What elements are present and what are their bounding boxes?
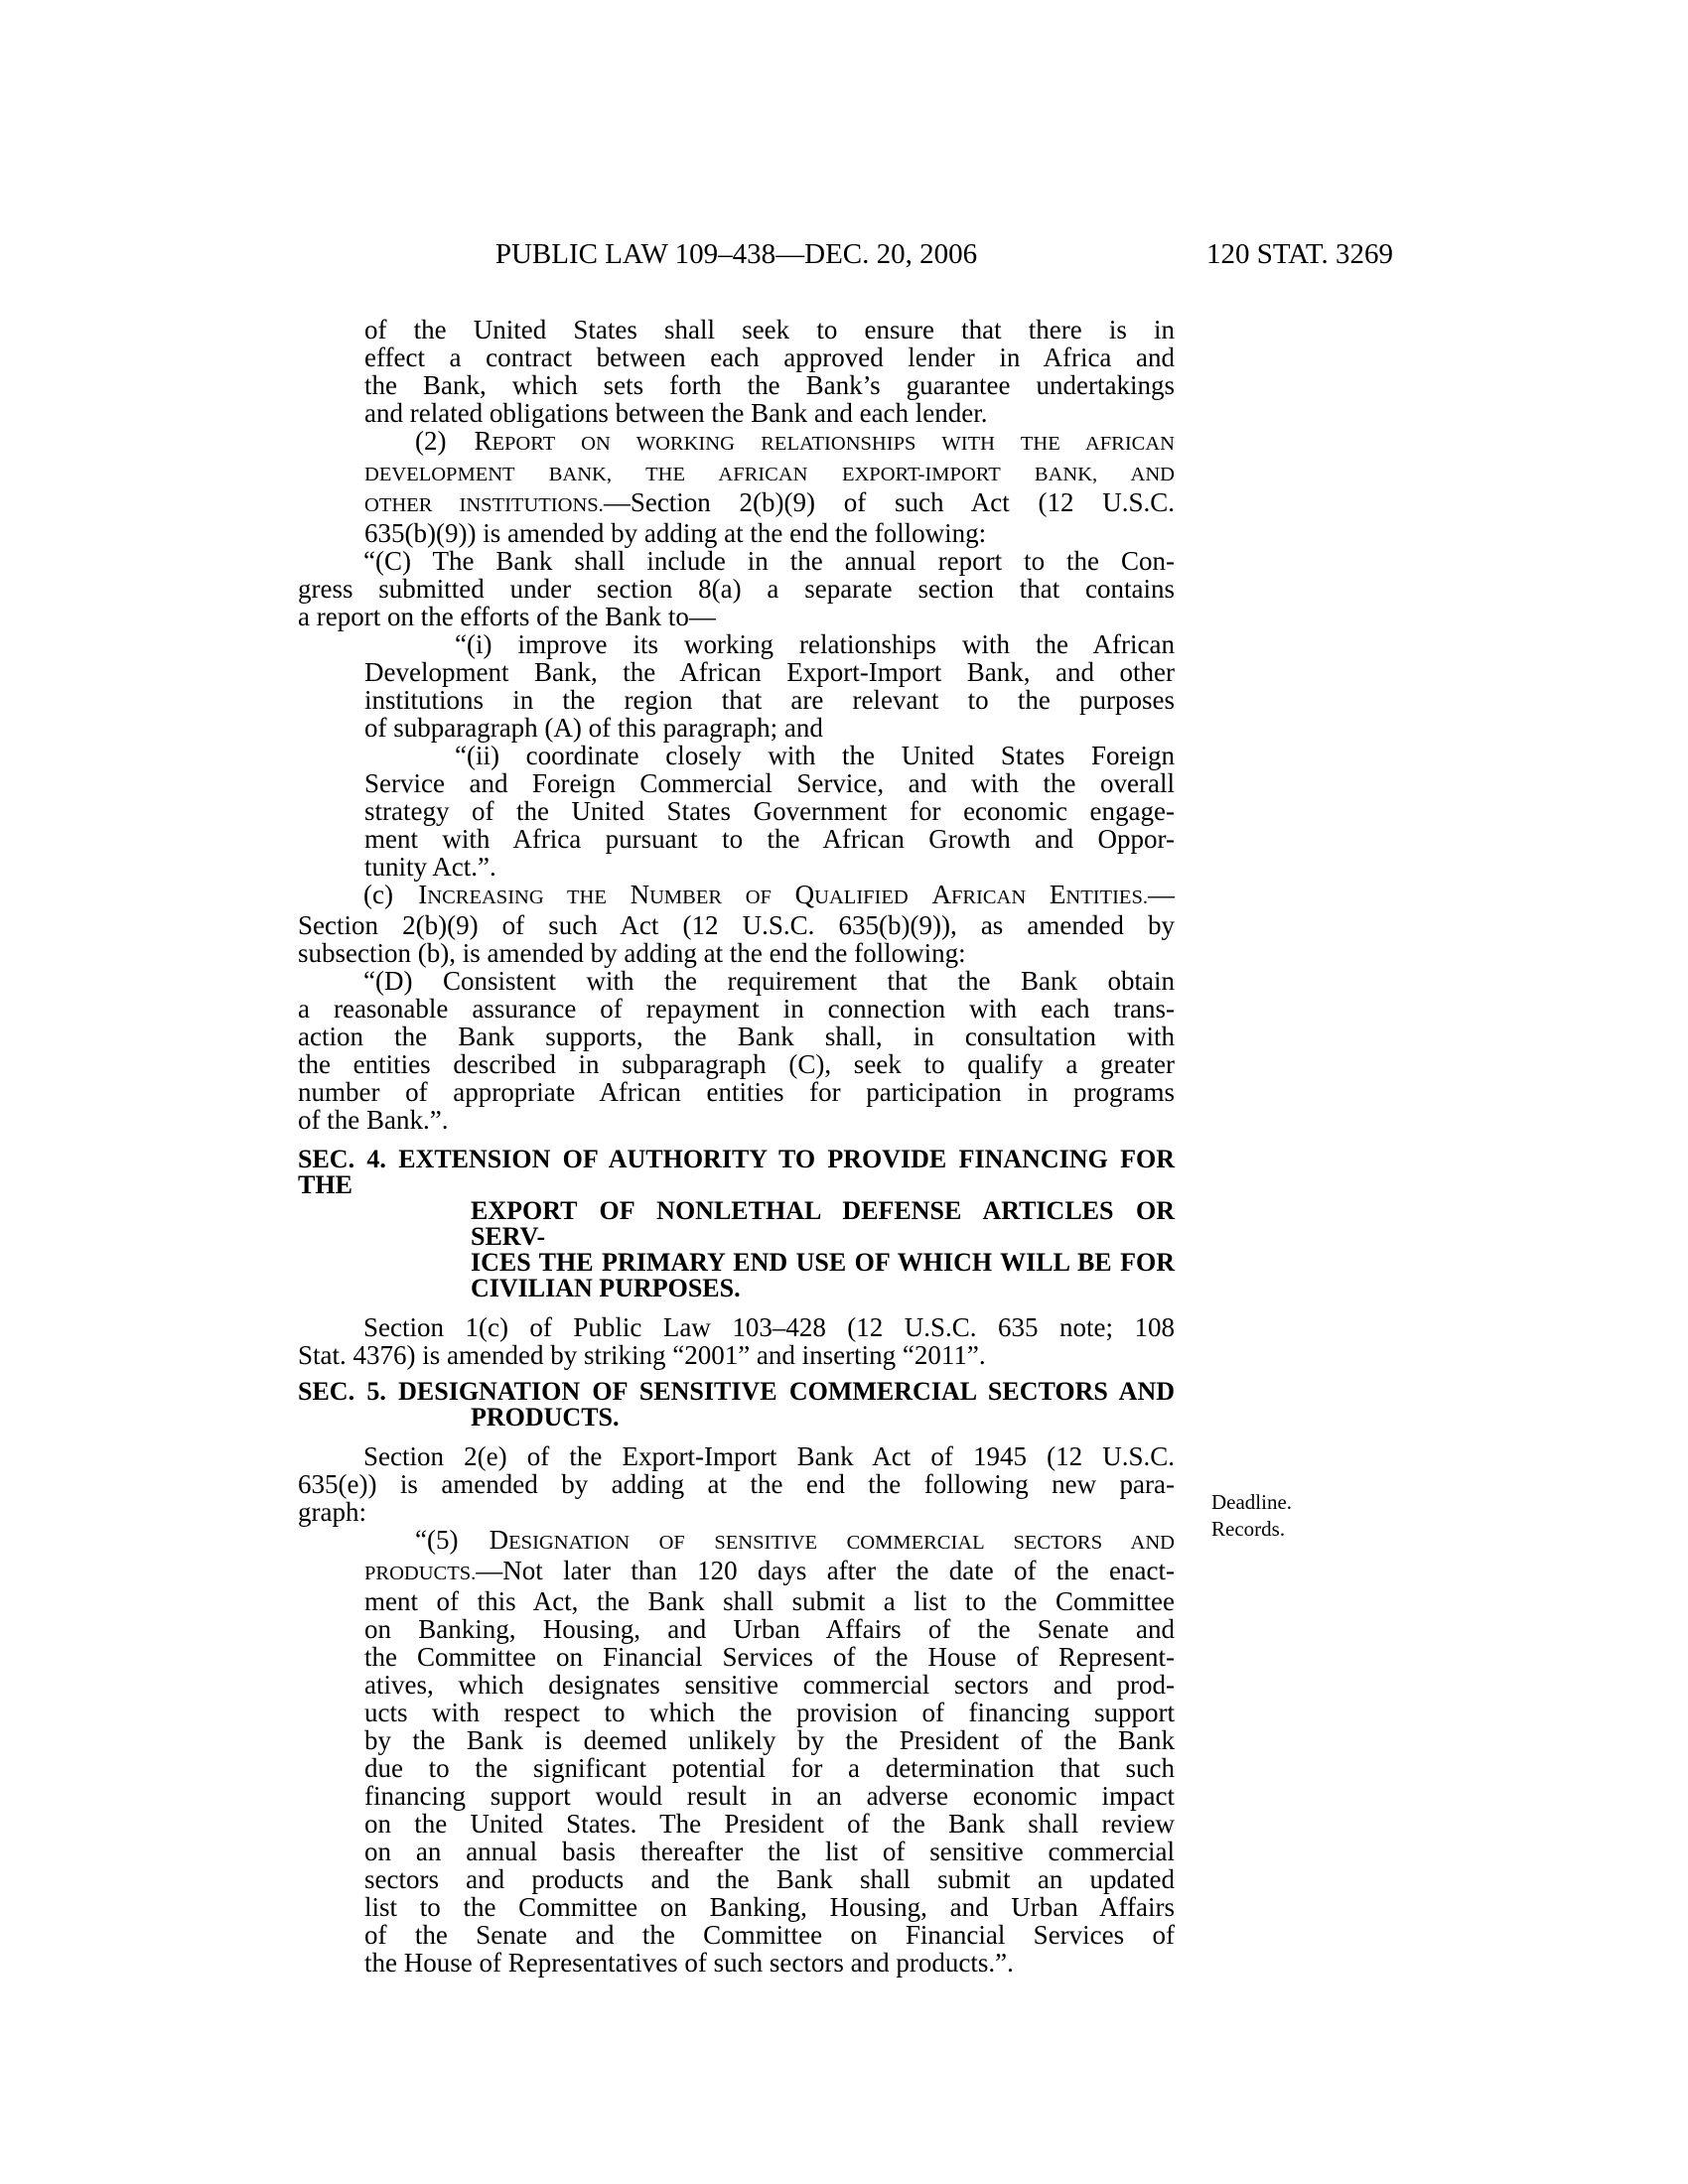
margin-notes — [1211, 1489, 1440, 1543]
text-line: a report on the efforts of the Bank to— — [298, 602, 716, 631]
paragraph — [298, 630, 1175, 742]
text-line — [298, 427, 1175, 458]
paragraph — [298, 1442, 1175, 1526]
text-line: sectors and products and the Bank shall submit an updated — [364, 1864, 1175, 1894]
text-line: due to the significant potential for a determination that such — [364, 1753, 1175, 1783]
text-line: institutions in the region that are relevant to the purposes — [364, 685, 1175, 715]
text-line: CIVILIAN PURPOSES. — [471, 1274, 741, 1302]
text-line: ICES THE PRIMARY END USE OF WHICH WILL BE FOR — [471, 1248, 1175, 1277]
text-line: the Committee on Financial Services of the House of Represent- — [364, 1642, 1175, 1672]
text-line: of subparagraph (A) of this paragraph; and — [364, 713, 823, 743]
text-line — [298, 1557, 1175, 1587]
text-line: EXPORT OF NONLETHAL DEFENSE ARTICLES OR SERV- — [471, 1196, 1175, 1251]
small-caps-text: EPORT ON WORKING RELATIONSHIPS WITH THE AFRICAN — [492, 433, 1175, 455]
text-line: Section 2(e) of the Export-Import Bank Act of 1945 (12 U.S.C. — [363, 1441, 1175, 1471]
text-line — [298, 458, 1175, 488]
text-line: number of appropriate African entities for participation in programs — [298, 1077, 1175, 1107]
text-line: ment with Africa pursuant to the African Growth and Oppor- — [364, 824, 1175, 854]
text-line: financing support would result in an adverse economic impact — [364, 1781, 1175, 1811]
text-line: on Banking, Housing, and Urban Affairs of the Senate and — [364, 1614, 1175, 1644]
text-line: the Bank, which sets forth the Bank’s guarantee undertakings — [364, 370, 1175, 400]
paragraph — [298, 316, 1175, 427]
text-line: Stat. 4376) is amended by striking “2001” and inserting “2011”. — [298, 1340, 986, 1370]
text-line: atives, which designates sensitive commercial sectors and prod- — [364, 1670, 1175, 1700]
text-line: the entities described in subparagraph (C), seek to qualify a greater — [298, 1049, 1175, 1079]
section-heading — [298, 1147, 1175, 1301]
text-run: E — [1049, 880, 1066, 909]
text-run: “(5) D — [415, 1525, 509, 1555]
text-line: PRODUCTS. — [471, 1403, 620, 1432]
page-header-stat-number: 120 STAT. 3269 — [1205, 238, 1393, 270]
paragraph — [298, 427, 1175, 547]
text-line: “(D) Consistent with the requirement that the Bank obtain — [363, 966, 1175, 996]
text-line: effect a contract between each approved lender in Africa and — [364, 342, 1175, 372]
text-line: of the Bank.”. — [298, 1105, 449, 1135]
page-header-law-title: PUBLIC LAW 109–438—DEC. 20, 2006 — [494, 238, 978, 270]
text-line: Service and Foreign Commercial Service, and with the overall — [364, 768, 1175, 798]
text-line: 635(e)) is amended by adding at the end the following new para- — [298, 1469, 1175, 1499]
paragraph — [298, 742, 1175, 881]
text-line — [298, 488, 1175, 519]
margin-note-deadline: Deadline. — [1211, 1490, 1293, 1514]
text-line: “(ii) coordinate closely with the United States Foreign — [455, 741, 1175, 770]
text-run: (2) R — [415, 426, 492, 456]
paragraph — [298, 1313, 1175, 1369]
small-caps-text: DEVELOPMENT BANK, THE AFRICAN EXPORT-IMPORT BANK, AND — [364, 464, 1175, 485]
text-line: on an annual basis thereafter the list of sensitive commercial — [364, 1837, 1175, 1866]
text-line — [298, 881, 1175, 911]
text-line: the House of Representatives of such sectors and products.”. — [364, 1948, 1014, 1978]
small-caps-text: PRODUCTS. — [364, 1563, 477, 1584]
text-line: SEC. 5. DESIGNATION OF SENSITIVE COMMERCIAL SECTORS AND — [298, 1377, 1175, 1406]
text-run: — — [1148, 880, 1175, 909]
text-line: ucts with respect to which the provision of financing support — [364, 1698, 1175, 1727]
text-line: 635(b)(9)) is amended by adding at the end the following: — [364, 518, 987, 548]
document-body — [298, 316, 1175, 1977]
text-line: on the United States. The President of the Bank shall review — [364, 1809, 1175, 1839]
text-line: “(C) The Bank shall include in the annual report to the Con- — [363, 546, 1175, 576]
text-line: SEC. 4. EXTENSION OF AUTHORITY TO PROVIDE FINANCING FOR THE — [298, 1145, 1175, 1199]
paragraph — [298, 547, 1175, 630]
small-caps-text: NTITIES. — [1065, 887, 1148, 908]
text-run: A — [931, 880, 951, 909]
text-line: by the Bank is deemed unlikely by the President of the Bank — [364, 1725, 1175, 1755]
paragraph — [298, 881, 1175, 967]
text-line: of the United States shall seek to ensure that there is in — [364, 315, 1175, 344]
text-line — [298, 1526, 1175, 1557]
text-line: of the Senate and the Committee on Financial Services of — [364, 1920, 1175, 1950]
text-line: gress submitted under section 8(a) a separate section that contains — [298, 574, 1175, 604]
small-caps-text: UALIFIED — [814, 887, 932, 908]
section-heading — [298, 1379, 1175, 1431]
text-line: list to the Committee on Banking, Housing, and Urban Affairs — [364, 1892, 1175, 1922]
text-line: strategy of the United States Government for economic engage- — [364, 796, 1175, 826]
small-caps-text: UMBER OF — [649, 887, 795, 908]
margin-note-records: Records. — [1211, 1517, 1286, 1541]
text-line: a reasonable assurance of repayment in connection with each trans- — [298, 994, 1175, 1024]
text-line: action the Bank supports, the Bank shall, in consultation with — [298, 1022, 1175, 1051]
text-line: Development Bank, the African Export-Import Bank, and other — [364, 657, 1175, 687]
text-run: N — [630, 880, 650, 909]
small-caps-text: NCREASING THE — [427, 887, 631, 908]
small-caps-text: ESIGNATION OF SENSITIVE COMMERCIAL SECTORS AND — [508, 1532, 1175, 1554]
text-line: and related obligations between the Bank and each lender. — [364, 398, 988, 428]
paragraph — [298, 1526, 1175, 1977]
text-line: graph: — [298, 1497, 366, 1527]
text-line: subsection (b), is amended by adding at the end the following: — [298, 938, 966, 968]
text-line: Section 2(b)(9) of such Act (12 U.S.C. 635(b)(9)), as amended by — [298, 910, 1175, 940]
small-caps-text: OTHER INSTITUTIONS. — [364, 494, 604, 516]
text-run: Q — [794, 880, 815, 909]
paragraph — [298, 967, 1175, 1134]
text-line: ment of this Act, the Bank shall submit a list to the Committee — [364, 1586, 1175, 1616]
text-line: tunity Act.”. — [364, 852, 496, 882]
text-run: (c) I — [363, 880, 428, 909]
text-line: “(i) improve its working relationships with the African — [455, 629, 1175, 659]
text-run: —Not later than 120 days after the date of the enact- — [476, 1556, 1175, 1585]
text-run: —Section 2(b)(9) of such Act (12 U.S.C. — [603, 487, 1175, 517]
small-caps-text: FRICAN — [950, 887, 1050, 908]
text-line: Section 1(c) of Public Law 103–428 (12 U.S.C. 635 note; 108 — [363, 1312, 1175, 1342]
